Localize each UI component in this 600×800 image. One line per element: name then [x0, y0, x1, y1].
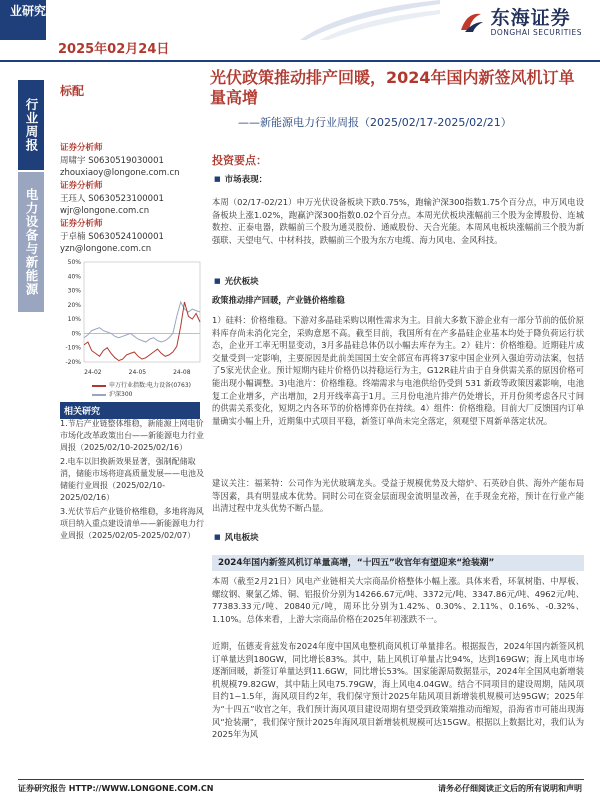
report-subtitle: ——新能源电力行业周报（2025/02/17-2025/02/21）: [238, 116, 512, 129]
y-tick-label: -20%: [65, 359, 81, 366]
related-item[interactable]: 1.节后产业链整体维稳，新能源上网电价市场化改革政策出台——新能源电力行业周报（2025/02/10-2025/02/16）: [60, 419, 204, 452]
company-logo: [457, 4, 582, 40]
y-tick-label: 0%: [71, 330, 81, 338]
performance-chart: [58, 256, 206, 380]
y-tick-label: 30%: [67, 287, 81, 295]
x-tick-label: 24-02: [84, 369, 102, 376]
logo-en-text: DONGHAI SECURITIES: [490, 27, 582, 37]
pv-title: ■ 光伏板块: [214, 275, 259, 287]
header-wave-decoration: [300, 0, 440, 40]
related-research-title: 相关研究: [60, 402, 200, 419]
legend-item-hs300: 沪深300: [92, 390, 191, 399]
rating-label: 标配: [60, 84, 85, 98]
related-research-list: [60, 418, 204, 544]
pv-advice: 建议关注：福莱特：公司作为光伏玻璃龙头。受益于规模优势及大熔炉、石英砂自供、海外产能布局等因素，具有明显成本优势。同时公司在资金层面现金流明显改善，在手现金充裕，预计在行业产能出清过程中龙头优势不断凸显。: [212, 478, 584, 514]
report-type-tab: 业研究: [0, 0, 46, 40]
report-date: 2025年02月24日: [58, 42, 170, 57]
footer-divider: [18, 779, 584, 780]
wind-title: ■ 风电板块: [214, 531, 259, 543]
invest-highlights-title: 投资要点：: [212, 154, 267, 167]
chart-legend: [92, 381, 191, 399]
x-tick-label: 24-05: [128, 369, 147, 376]
x-tick-label: 24-08: [173, 369, 191, 376]
footer-disclaimer: 请务必仔细阅读正文后的所有说明和声明: [438, 784, 582, 793]
y-tick-label: 10%: [67, 316, 81, 324]
pv-subtitle: 政策推动排产回暖，产业链价格维稳: [212, 295, 345, 305]
related-item[interactable]: 3.光伏节后产业链价格维稳，多地将海风项目纳入重点建设清单——新能源电力行业周报（2025/02/05-2025/02/07）: [60, 507, 204, 540]
wind-text-2: 近期，伍德麦肯兹发布2024年度中国风电整机商风机订单量排名。根据报告，2024年国内新签风机订单量达到180GW，同比增长83%。其中，陆上风机订单量占比94%，达到169GW；海上风电市场逐渐回暖，新签订单量达到11.6GW，同比增长53%。国家能源局数据显示，2024年全国风电新增装机规模79.82GW，其中陆上风电75.79GW，海上风电4.04GW。结合不同项目的建设周期，陆风项目约1~1.5年，海风项目约2年，我们保守预计2025年陆风项目新增装机规模可达95GW；2025年为“十四五”收官之年，我们预计海风项目建设周期有望受到政策端推动而缩短，沿海省市可能出现海风“抢装潮”，我们保守预计2025年海风项目新增装机规模可达15GW。根据以上数据比对，我们认为2025年为风: [212, 641, 584, 740]
legend-item-sector: 申万行业指数:电力设备(0763): [92, 381, 191, 390]
series-line: [84, 302, 200, 361]
market-text: 本周（02/17-02/21）申万光伏设备板块下跌0.75%，跑输沪深300指数1.75个百分点，申万风电设备板块上涨1.02%，跑赢沪深300指数0.02个百分点。本周光伏板块涨幅前三个股为金博股份、连城数控、正泰电器，跌幅前三个股为通灵股份、通威股份、天合光能。本周风电板块涨幅前三个股为新强联、天望电气、中材科技，跌幅前三个股为东方电缆、海力风电、金风科技。: [212, 197, 584, 245]
logo-cn-text: 东海证券: [490, 6, 571, 29]
footer-left[interactable]: 证券研究报告 HTTP://WWW.LONGONE.COM.CN: [18, 784, 214, 793]
analyst-2: 证券分析师 王珏人 S0630523100001 wjr@longone.com.cn: [60, 181, 164, 216]
y-tick-label: 20%: [67, 301, 81, 309]
market-title: ■ 市场表现：: [214, 173, 267, 185]
report-title: 光伏政策推动排产回暖，2024年国内新签风机订单量高增: [210, 68, 575, 107]
y-tick-label: -10%: [65, 344, 81, 352]
related-item[interactable]: 2.电车以旧换新效果显著，强制配储取消，储能市场将迎高质量发展——电池及储能行业周报（2025/02/10-2025/02/16）: [60, 457, 204, 502]
donghai-logo-icon: [457, 8, 485, 36]
analyst-3: 证券分析师 于卓楠 S0630524100001 yzn@longone.com.cn: [60, 219, 164, 254]
header-divider: [0, 60, 600, 62]
y-tick-label: 40%: [67, 273, 81, 281]
analyst-1: 证券分析师 周啸宇 S0630519030001 zhouxiaoy@longone.com.cn: [60, 143, 180, 178]
series-line: [84, 302, 200, 342]
wind-highlight-band: 2024年国内新签风机订单量高增，“十四五”收官年有望迎来“抢装潮”: [212, 555, 584, 571]
pv-text: 1）硅料：价格维稳。下游对多晶硅采购以刚性需求为主。目前大多数下游企业有一部分节前的低价原料库存尚未消化完全，采购意愿不高。截至目前，我国所有在产多晶硅企业基本均处于降负荷运行状态，企业开工率无明显变动，3月多晶硅总体仍以小幅去库存为主。2）硅片：价格维稳。近期硅片成交量受到一定影响，主要原因是此前美国国土安全部宣布再将37家中国企业列入强迫劳动法案，包括了5家光伏企业。预计短期内硅片价格仍以持稳运行为主，G12R硅片由于自身供需关系的原因价格可能出现小幅调整。3)电池片：价格维稳。终端需求与电池供给仍受到 531 新政等政策因素影响，电池复工企业增多，产出增加，2月开线率高于1月。三月份电池片排产仍处增长，开月份须考虑各尺寸间的供需关系变化，短期之内各环节的价格博弈仍在持续。4）组件：价格维稳。目前大厂反馈国内订单量确实小幅上升，近期集中式项目平稳，新签订单尚未完全落定，须观望下周新单落定状况。: [212, 315, 584, 426]
side-tab-sector: 电力设备与新能源: [18, 172, 44, 312]
side-tab-weekly: 行业周报: [18, 80, 44, 170]
y-tick-label: 50%: [67, 259, 81, 266]
wind-text-1: 本周（截至2月21日）风电产业链相关大宗商品价格整体小幅上涨。具体来看，环氧树脂、中厚板、螺纹钢、聚氯乙烯、铜、铝报价分别为14266.67元/吨、3372元/吨、3347.86元/吨、4962元/吨、77383.33元/吨、20840元/吨，周环比分别为1.42%、0.30%、2.11%、0.16%、-0.32%、1.10%。总体来看，上游大宗商品价格在2025年初涨跌不一。: [212, 576, 584, 624]
